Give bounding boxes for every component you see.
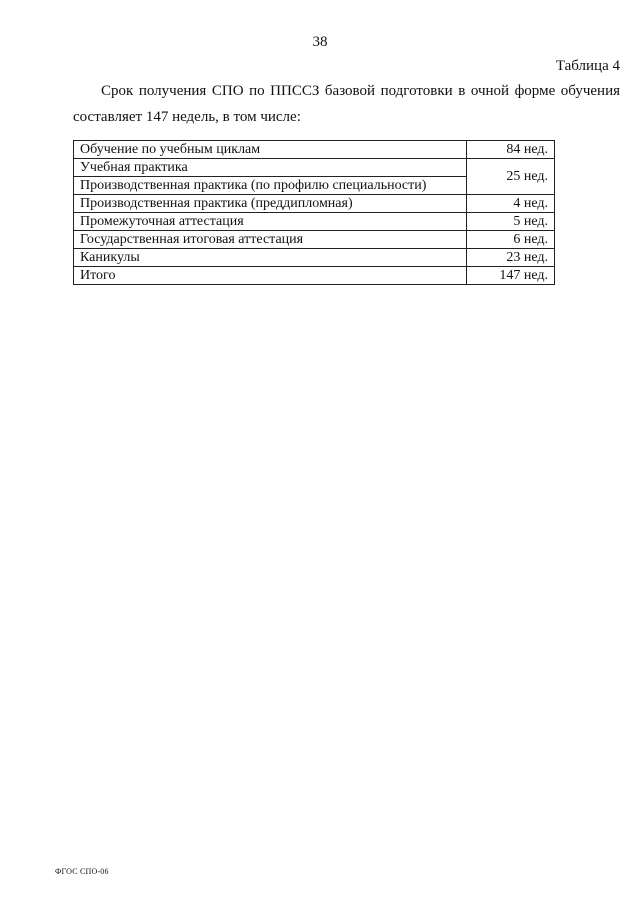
- row-label: Учебная практика: [74, 159, 467, 177]
- duration-table: [73, 140, 555, 285]
- table-caption: Таблица 4: [555, 58, 620, 74]
- footer-doc-code: ФГОС СПО-06: [55, 867, 109, 876]
- row-label: Производственная практика (по профилю специальности): [74, 177, 467, 195]
- row-value: 23 нед.: [467, 249, 555, 267]
- table-row: [74, 141, 555, 159]
- table-row: [74, 213, 555, 231]
- table-row: [74, 195, 555, 213]
- table-row: [74, 159, 555, 177]
- row-value: 147 нед.: [467, 267, 555, 285]
- table-row: [74, 249, 555, 267]
- row-label: Государственная итоговая аттестация: [74, 231, 467, 249]
- row-value: 25 нед.: [467, 159, 555, 195]
- intro-paragraph: Срок получения СПО по ППССЗ базовой подготовки в очной форме обучения составляет 147 недель, в том числе:: [73, 83, 620, 125]
- page-number: 38: [312, 34, 328, 50]
- table-row: [74, 231, 555, 249]
- row-label: Итого: [74, 267, 467, 285]
- table-row-total: [74, 267, 555, 285]
- row-value: 4 нед.: [467, 195, 555, 213]
- row-label: Промежуточная аттестация: [74, 213, 467, 231]
- row-label: Обучение по учебным циклам: [74, 141, 467, 159]
- row-label: Производственная практика (преддипломная): [74, 195, 467, 213]
- row-value: 6 нед.: [467, 231, 555, 249]
- row-label: Каникулы: [74, 249, 467, 267]
- row-value: 5 нед.: [467, 213, 555, 231]
- row-value: 84 нед.: [467, 141, 555, 159]
